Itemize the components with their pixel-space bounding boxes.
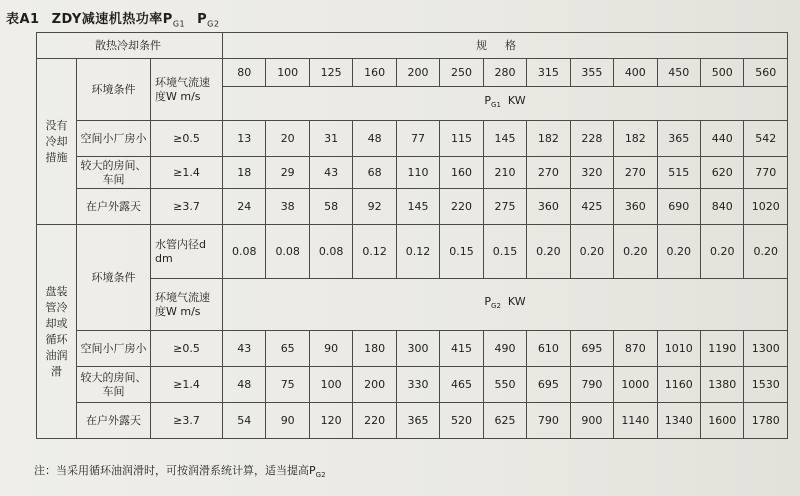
value-cell: 320 <box>570 157 613 189</box>
speed-cell: ≥1.4 <box>151 367 223 403</box>
value-cell: 1010 <box>657 331 700 367</box>
value-cell: 145 <box>483 121 526 157</box>
value-cell: 1020 <box>744 189 788 225</box>
spec-header: 规格 <box>223 33 788 59</box>
speed-cell: ≥3.7 <box>151 403 223 439</box>
value-cell: 24 <box>223 189 266 225</box>
value-cell: 90 <box>309 331 352 367</box>
value-cell: 115 <box>440 121 483 157</box>
value-cell: 365 <box>657 121 700 157</box>
value-cell: 68 <box>353 157 396 189</box>
section1-air-speed-label: 环境气流速度W m/s <box>151 59 223 121</box>
value-cell: 110 <box>396 157 439 189</box>
value-cell: 120 <box>309 403 352 439</box>
table-title: 表A1 ZDY减速机热功率$P_{G1}$ $P_{G2}$ <box>6 12 220 29</box>
speed-cell: ≥0.5 <box>151 331 223 367</box>
table-row <box>37 367 788 403</box>
value-cell: 620 <box>701 157 744 189</box>
size-cell: 355 <box>570 59 613 87</box>
value-cell: 180 <box>353 331 396 367</box>
size-cell: 250 <box>440 59 483 87</box>
env-cell: 空间小厂房小 <box>77 331 151 367</box>
value-cell: 220 <box>353 403 396 439</box>
value-cell: 695 <box>527 367 570 403</box>
value-cell: 1340 <box>657 403 700 439</box>
pipe-cell: 0.12 <box>353 225 396 279</box>
pipe-diameter-label: 水管内径d dm <box>151 225 223 279</box>
value-cell: 270 <box>614 157 657 189</box>
value-cell: 515 <box>657 157 700 189</box>
pipe-cell: 0.20 <box>614 225 657 279</box>
table-row <box>37 403 788 439</box>
table-row <box>37 189 788 225</box>
value-cell: 490 <box>483 331 526 367</box>
value-cell: 275 <box>483 189 526 225</box>
pipe-cell: 0.15 <box>440 225 483 279</box>
pipe-cell: 0.08 <box>309 225 352 279</box>
speed-cell: ≥0.5 <box>151 121 223 157</box>
pipe-cell: 0.20 <box>657 225 700 279</box>
value-cell: 610 <box>527 331 570 367</box>
pipe-cell: 0.08 <box>266 225 309 279</box>
size-cell: 100 <box>266 59 309 87</box>
value-cell: 625 <box>483 403 526 439</box>
value-cell: 54 <box>223 403 266 439</box>
size-cell: 80 <box>223 59 266 87</box>
value-cell: 13 <box>223 121 266 157</box>
pipe-row <box>37 225 788 279</box>
value-cell: 20 <box>266 121 309 157</box>
value-cell: 100 <box>309 367 352 403</box>
value-cell: 145 <box>396 189 439 225</box>
value-cell: 1140 <box>614 403 657 439</box>
value-cell: 542 <box>744 121 788 157</box>
env-cell: 在户外露天 <box>77 189 151 225</box>
section2-air-speed-label: 环境气流速度W m/s <box>151 279 223 331</box>
section2-label: 盘装管冷却或循环油润滑 <box>37 225 77 439</box>
value-cell: 1780 <box>744 403 788 439</box>
value-cell: 48 <box>223 367 266 403</box>
value-cell: 870 <box>614 331 657 367</box>
size-cell: 500 <box>701 59 744 87</box>
section1-unit: $P_{G1}$ KW <box>223 87 788 121</box>
value-cell: 43 <box>309 157 352 189</box>
env-cell: 较大的房间、车间 <box>77 157 151 189</box>
value-cell: 790 <box>570 367 613 403</box>
value-cell: 300 <box>396 331 439 367</box>
size-cell: 280 <box>483 59 526 87</box>
value-cell: 1190 <box>701 331 744 367</box>
table-row <box>37 157 788 189</box>
value-cell: 1600 <box>701 403 744 439</box>
table-row <box>37 121 788 157</box>
value-cell: 48 <box>353 121 396 157</box>
value-cell: 790 <box>527 403 570 439</box>
value-cell: 210 <box>483 157 526 189</box>
value-cell: 58 <box>309 189 352 225</box>
value-cell: 228 <box>570 121 613 157</box>
section2-env-label: 环境条件 <box>77 225 151 331</box>
value-cell: 440 <box>701 121 744 157</box>
size-cell: 400 <box>614 59 657 87</box>
size-cell: 315 <box>527 59 570 87</box>
table-row <box>37 331 788 367</box>
value-cell: 182 <box>614 121 657 157</box>
value-cell: 31 <box>309 121 352 157</box>
value-cell: 200 <box>353 367 396 403</box>
section1-env-label: 环境条件 <box>77 59 151 121</box>
value-cell: 840 <box>701 189 744 225</box>
value-cell: 220 <box>440 189 483 225</box>
value-cell: 690 <box>657 189 700 225</box>
value-cell: 1160 <box>657 367 700 403</box>
value-cell: 75 <box>266 367 309 403</box>
value-cell: 92 <box>353 189 396 225</box>
pipe-cell: 0.20 <box>527 225 570 279</box>
size-cell: 200 <box>396 59 439 87</box>
value-cell: 29 <box>266 157 309 189</box>
value-cell: 415 <box>440 331 483 367</box>
value-cell: 182 <box>527 121 570 157</box>
env-cell: 较大的房间、车间 <box>77 367 151 403</box>
env-cell: 在户外露天 <box>77 403 151 439</box>
value-cell: 770 <box>744 157 788 189</box>
size-cell: 125 <box>309 59 352 87</box>
pipe-cell: 0.08 <box>223 225 266 279</box>
value-cell: 77 <box>396 121 439 157</box>
value-cell: 65 <box>266 331 309 367</box>
section2-unit: $P_{G2}$ KW <box>223 279 788 331</box>
table-name: ZDY减速机热功率 <box>51 12 163 27</box>
value-cell: 550 <box>483 367 526 403</box>
env-cell: 空间小厂房小 <box>77 121 151 157</box>
value-cell: 465 <box>440 367 483 403</box>
value-cell: 900 <box>570 403 613 439</box>
thermal-power-table <box>36 32 788 439</box>
value-cell: 360 <box>527 189 570 225</box>
value-cell: 1300 <box>744 331 788 367</box>
header-row <box>37 33 788 59</box>
value-cell: 695 <box>570 331 613 367</box>
speed-cell: ≥3.7 <box>151 189 223 225</box>
value-cell: 1380 <box>701 367 744 403</box>
pipe-cell: 0.15 <box>483 225 526 279</box>
value-cell: 160 <box>440 157 483 189</box>
table-number: 表A1 <box>6 12 40 27</box>
value-cell: 1530 <box>744 367 788 403</box>
value-cell: 43 <box>223 331 266 367</box>
value-cell: 38 <box>266 189 309 225</box>
value-cell: 18 <box>223 157 266 189</box>
section1-label: 没有冷却措施 <box>37 59 77 225</box>
value-cell: 330 <box>396 367 439 403</box>
size-cell: 560 <box>744 59 788 87</box>
value-cell: 520 <box>440 403 483 439</box>
size-row <box>37 59 788 87</box>
pipe-cell: 0.20 <box>701 225 744 279</box>
value-cell: 90 <box>266 403 309 439</box>
size-cell: 160 <box>353 59 396 87</box>
value-cell: 270 <box>527 157 570 189</box>
pipe-cell: 0.20 <box>570 225 613 279</box>
speed-cell: ≥1.4 <box>151 157 223 189</box>
value-cell: 365 <box>396 403 439 439</box>
value-cell: 425 <box>570 189 613 225</box>
pipe-cell: 0.12 <box>396 225 439 279</box>
size-cell: 450 <box>657 59 700 87</box>
cooling-conditions-header: 散热冷却条件 <box>37 33 223 59</box>
pipe-cell: 0.20 <box>744 225 788 279</box>
value-cell: 360 <box>614 189 657 225</box>
value-cell: 1000 <box>614 367 657 403</box>
footnote: 注：当采用循环油润滑时，可按润滑系统计算，适当提高$P_{G2}$ <box>34 464 326 480</box>
